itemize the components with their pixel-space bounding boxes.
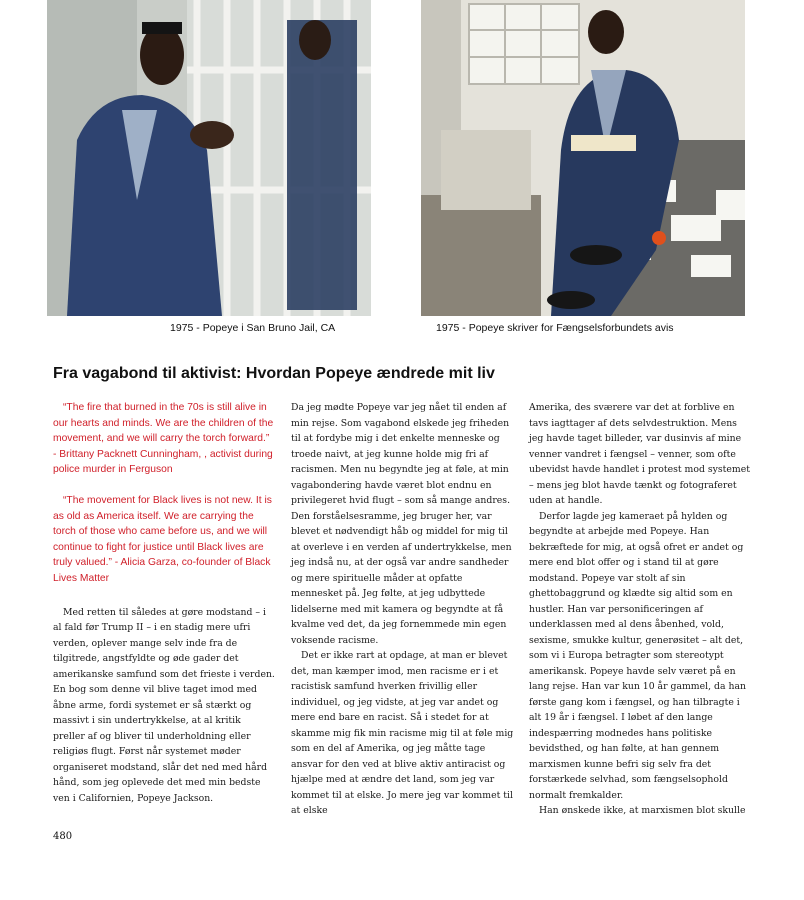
text-column-2 xyxy=(291,400,516,819)
page-number: 480 xyxy=(53,831,73,842)
photo-writing-image xyxy=(421,0,745,316)
pull-quote: “The movement for Black lives is not new. It is as old as America itself. We are carrying the torch of those who came before us, and we will continue to fight for justice until Black lives are truly valued.” - Alicia Garza, co-founder of Black Lives Matter xyxy=(53,494,272,584)
body-paragraph: Da jeg mødte Popeye var jeg nået til enden af min rejse. Som vagabond elskede jeg friheden til at fordybe mig i det enkelte menneske og troede naivt, at jeg kunne holde mig fri af racismen. Men nu begyndte jeg at føle, at min vagabondering havde været blot endnu en privilegeret hvid flugt – som så mange andres. Den forståelsesramme, jeg bruger her, var blevet et nødvendigt håb og middel for mig til at overleve i en verden af undertrykkelse, men jeg indså nu, at der også var andre sandheder og mere spirituelle måder at opfatte mennesket på. Jeg følte, at jeg udbyttede lidelserne med mit kamera og begyndte at få kvalme ved det, da jeg fornemmede min egen voksende racisme. xyxy=(291,402,512,646)
body-paragraph: Det er ikke rart at opdage, at man er blevet det, man kæmper imod, men racisme er i et racistisk samfund hverken frivillig eller individuel, og jeg vidste, at jeg var andet og mere end bare en racist. Så i stedet for at skamme mig fik min racisme mig til at føle mig som en del af Amerika, og jeg måtte tage ansvar for den ved at blive aktiv antiracist og hjælpe med at ændre det land, som jeg var kommet til at elske. Jo mere jeg var kommet til at elske xyxy=(291,650,514,816)
article-headline: Fra vagabond til aktivist: Hvordan Popeye ændrede mit liv xyxy=(53,365,495,382)
photo-caption: 1975 - Popeye i San Bruno Jail, CA xyxy=(170,322,336,334)
body-paragraph: Derfor lagde jeg kameraet på hylden og begyndte at arbejde med Popeye. Han bekræftede for mig, at også ofret er andet og mere end blot offer og i stand til at gøre modstand. Popeye var stolt af sin ghettobaggrund og klædte sig altid som en hustler. Han var personificeringen af underklassen med al dens åbenhed, vold, sexisme, smukke kultur, generøsitet – alt det, som vi i Europa betragter som stereotypt amerikansk. Popeye havde selv været på en lang rejse. Han var kun 10 år gammel, da han første gang kom i fængsel, og han tilbragte i alt 19 år i fængsel. I løbet af den lange indespærring modnedes hans politiske bevidsthed, og han følte, at han gennem marxismen kunne befri sig selv fra det forstærkede selvhad, som fængselsophold normalt fremkalder. xyxy=(529,510,746,801)
body-paragraph: Amerika, des sværere var det at forblive en tavs iagttager af dets selvdestruktion. Mens jeg havde taget billeder, var dusinvis af mine venner vandret i fængsel – venner, som ofte ubevidst havde handlet i protest mod systemet – mens jeg blot havde tænkt og fotograferet uden at handle. xyxy=(529,402,750,506)
pull-quote: “The fire that burned in the 70s is still alive in our hearts and minds. We are the children of the movement, and we will carry the torch forward.” - Brittany Packnett Cunningham, , activist during police murder in Ferguson xyxy=(53,402,274,476)
body-paragraph: Han ønskede ikke, at marxismen blot skulle xyxy=(539,805,746,816)
photo-caption: 1975 - Popeye skriver for Fængselsforbundets avis xyxy=(436,322,674,334)
body-paragraph: Med retten til således at gøre modstand – i al fald før Trump II – i en stadig mere ufri verden, oplever mange selv inde fra de tilgitrede, angstfyldte og øde gader det amerikanske samfund som det frieste i verden. En bog som denne vil blive taget imod med åbne arme, fordi systemet er så stærkt og massivt i sin undertrykkelse, at al kritik preller af og bliver til underholdning eller religiøs flugt. Først når systemet møder organiseret modstand, slår det ned med hård hånd, som jeg oplevede det med min bedste ven i Californien, Popeye Jackson. xyxy=(53,606,275,804)
text-column-3 xyxy=(529,400,754,819)
photo-popeye-writing xyxy=(421,0,745,316)
text-column-1 xyxy=(53,400,275,806)
photo-jail-image xyxy=(47,0,371,316)
photo-popeye-jail xyxy=(47,0,371,316)
